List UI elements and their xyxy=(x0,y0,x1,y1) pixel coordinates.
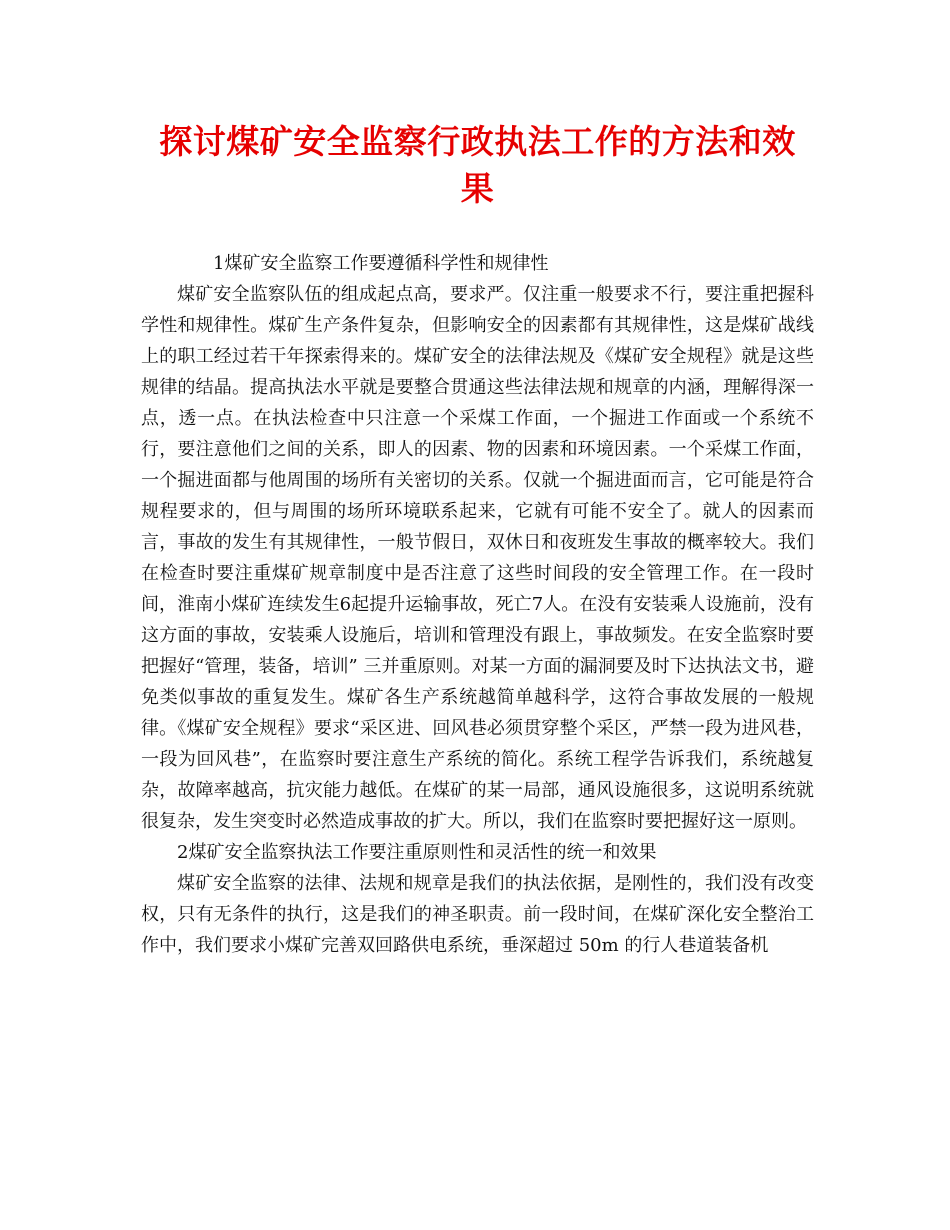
title-line-2: 果 xyxy=(460,169,495,208)
document-title xyxy=(141,118,814,212)
section-1-paragraph: 煤矿安全监察队伍的组成起点高，要求严。仅注重一般要求不行，要注重把握科学性和规律性。煤矿生产条件复杂，但影响安全的因素都有其规律性，这是煤矿战线上的职工经过若干年探索得来的。煤矿安全的法律法规及《煤矿安全规程》就是这些规律的结晶。提高执法水平就是要整合贯通这些法律法规和规章的内涵，理解得深一点，透一点。在执法检查中只注意一个采煤工作面，一个掘进工作面或一个系统不行，要注意他们之间的关系，即人的因素、物的因素和环境因素。一个采煤工作面，一个掘进面都与他周围的场所有关密切的关系。仅就一个掘进面而言，它可能是符合规程要求的，但与周围的场所环境联系起来，它就有可能不安全了。就人的因素而言，事故的发生有其规律性，一般节假日，双休日和夜班发生事故的概率较大。我们在检查时要注重煤矿规章制度中是否注意了这些时间段的安全管理工作。在一段时间，淮南小煤矿连续发生6起提升运输事故，死亡7人。在没有安装乘人设施前，没有这方面的事故，安装乘人设施后，培训和管理没有跟上，事故频发。在安全监察时要把握好“管理，装备，培训” 三并重原则。对某一方面的漏洞要及时下达执法文书，避免类似事故的重复发生。煤矿各生产系统越简单越科学，这符合事故发展的一般规律。《煤矿安全规程》要求“采区进、回风巷必须贯穿整个采区，严禁一段为进风巷，一段为回风巷”，在监察时要注意生产系统的简化。系统工程学告诉我们，系统越复杂，故障率越高，抗灾能力越低。在煤矿的某一局部，通风设施很多，这说明系统就很复杂，发生突变时必然造成事故的扩大。所以，我们在监察时要把握好这一原则。 xyxy=(141,284,814,832)
title-line-1: 探讨煤矿安全监察行政执法工作的方法和效 xyxy=(159,122,796,161)
section-2-paragraph: 煤矿安全监察的法律、法规和规章是我们的执法依据，是刚性的，我们没有改变权，只有无条件的执行，这是我们的神圣职责。前一段时间，在煤矿深化安全整治工作中，我们要求小煤矿完善双回路供电系统，垂深超过 50m 的行人巷道装备机 xyxy=(141,873,814,956)
section-2-heading: 2煤矿安全监察执法工作要注重原则性和灵活性的统一和效果 xyxy=(177,842,657,863)
section-1-heading: 1煤矿安全监察工作要遵循科学性和规律性 xyxy=(213,253,549,274)
